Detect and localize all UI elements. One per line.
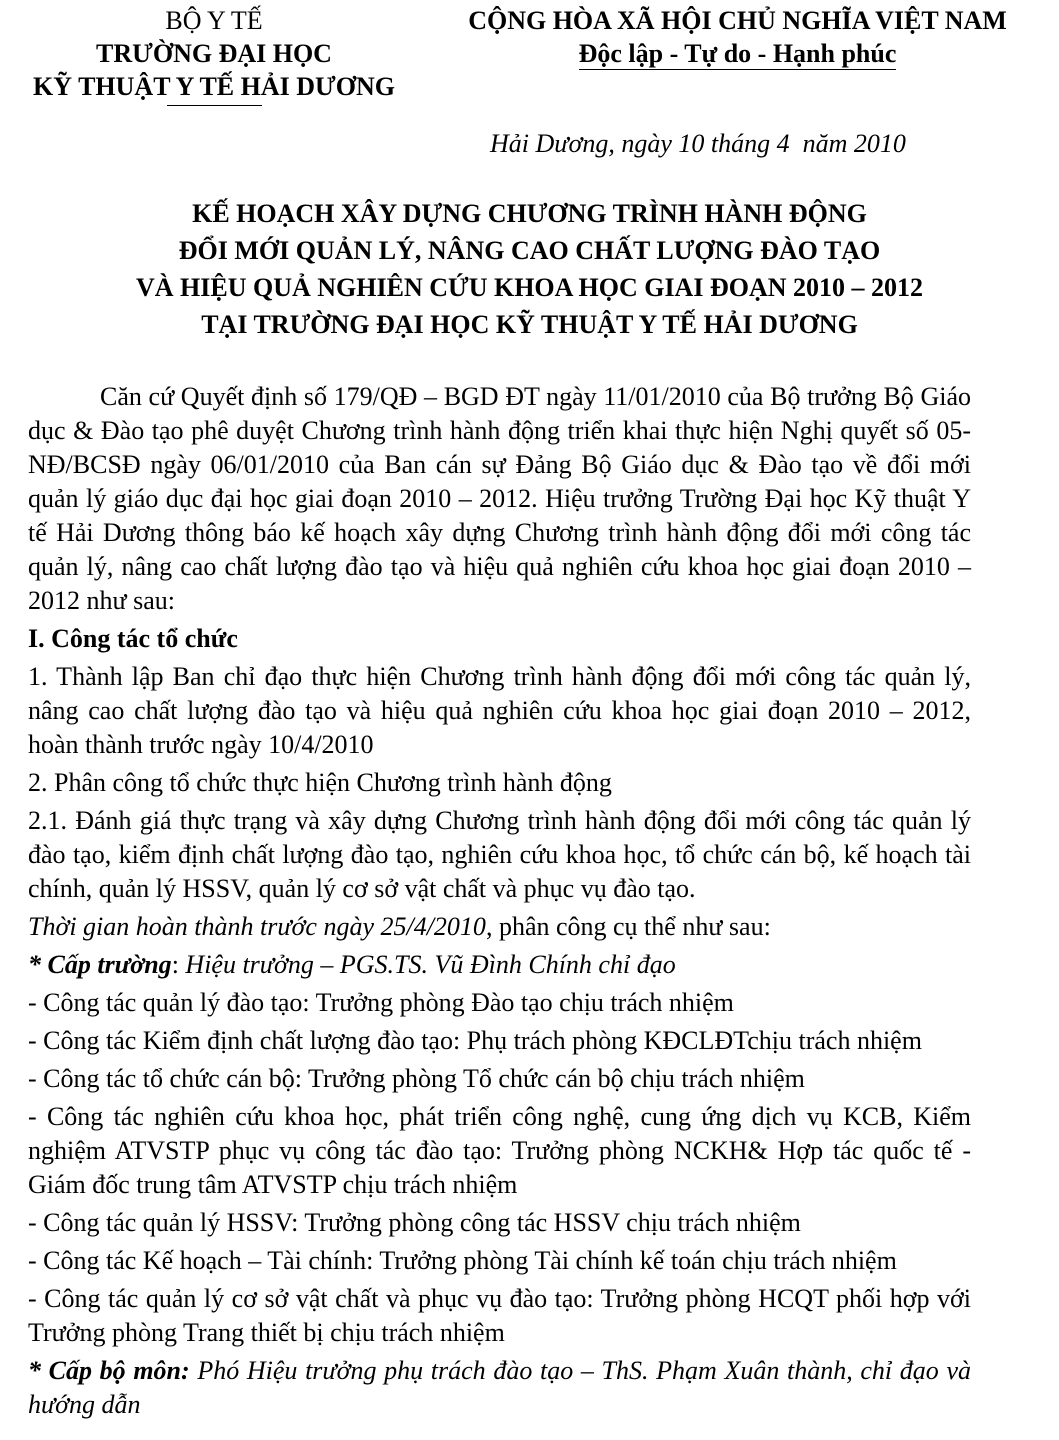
duty-item: - Công tác quản lý cơ sở vật chất và phục vụ đào tạo: Trưởng phòng HCQT phối hợp với Trưởng phòng Trang thiết bị chịu trách nhiệm xyxy=(28,1284,971,1347)
national-motto: Độc lập - Tự do - Hạnh phúc xyxy=(578,39,897,68)
national-title: CỘNG HÒA XÃ HỘI CHỦ NGHĨA VIỆT NAM xyxy=(468,6,1007,35)
duty-item: - Công tác Kiểm định chất lượng đào tạo: Phụ trách phòng KĐCLĐTchịu trách nhiệm xyxy=(28,1026,922,1055)
ministry-name: BỘ Y TẾ xyxy=(165,6,263,35)
document-body xyxy=(28,380,971,1422)
national-header xyxy=(415,4,1059,70)
university-name-line1: TRƯỜNG ĐẠI HỌC xyxy=(96,39,332,68)
deadline-italic: Thời gian hoàn thành trước ngày 25/4/2010 xyxy=(28,912,486,941)
item-1: 1. Thành lập Ban chỉ đạo thực hiện Chương trình hành động đổi mới công tác quản lý, nâng cao chất lượng đào tạo và hiệu quả nghiên cứu khoa học giai đoạn 2010 – 2012, hoàn thành trước ngày 10/4/2010 xyxy=(28,662,971,759)
school-level-line xyxy=(28,948,971,982)
school-level-text: Hiệu trưởng – PGS.TS. Vũ Đình Chính chỉ đạo xyxy=(185,950,676,979)
department-level-text: Phó Hiệu trưởng phụ trách đào tạo – ThS. Phạm Xuân thành, chỉ đạo và hướng dẫn xyxy=(28,1356,972,1419)
deadline-line xyxy=(28,910,971,944)
deadline-rest: , phân công cụ thể như sau: xyxy=(485,912,771,941)
title-line: VÀ HIỆU QUẢ NGHIÊN CỨU KHOA HỌC GIAI ĐOẠN 2010 – 2012 xyxy=(135,273,924,302)
duty-item: - Công tác tổ chức cán bộ: Trưởng phòng Tổ chức cán bộ chịu trách nhiệm xyxy=(28,1064,805,1093)
university-name-line2: KỸ THUẬT Y TẾ HẢI DƯƠNG xyxy=(33,72,395,101)
issuer-header xyxy=(14,4,414,106)
intro-paragraph: Căn cứ Quyết định số 179/QĐ – BGD ĐT ngày 11/01/2010 của Bộ trưởng Bộ Giáo dục & Đào tạo phê duyệt Chương trình hành động triển khai thực hiện Nghị quyết số 05- NĐ/BCSĐ ngày 06/01/2010 của Ban cán sự Đảng Bộ Giáo dục & Đào tạo về đổi mới quản lý giáo dục đại học giai đoạn 2010 – 2012. Hiệu trưởng Trường Đại học Kỹ thuật Y tế Hải Dương thông báo kế hoạch xây dựng Chương trình hành động đổi mới công tác quản lý, nâng cao chất lượng đào tạo và hiệu quả nghiên cứu khoa học giai đoạn 2010 – 2012 như sau: xyxy=(28,382,971,615)
title-line: KẾ HOẠCH XÂY DỰNG CHƯƠNG TRÌNH HÀNH ĐỘNG xyxy=(192,199,867,228)
duty-item: - Công tác nghiên cứu khoa học, phát triển công nghệ, cung ứng dịch vụ KCB, Kiểm nghiệm ATVSTP phục vụ công tác đào tạo: Trưởng phòng NCKH& Hợp tác quốc tế - Giám đốc trung tâm ATVSTP chịu trách nhiệm xyxy=(28,1102,971,1199)
title-line: ĐỔI MỚI QUẢN LÝ, NÂNG CAO CHẤT LƯỢNG ĐÀO TẠO xyxy=(178,236,881,265)
header-divider xyxy=(167,105,262,106)
school-level-colon: : xyxy=(171,950,186,979)
duty-item: - Công tác quản lý đào tạo: Trưởng phòng Đào tạo chịu trách nhiệm xyxy=(28,988,734,1017)
section-heading: I. Công tác tổ chức xyxy=(28,624,238,653)
item-2-1: 2.1. Đánh giá thực trạng và xây dựng Chương trình hành động đổi mới công tác quản lý đào tạo, kiểm định chất lượng đào tạo, nghiên cứu khoa học, tổ chức cán bộ, kế hoạch tài chính, quản lý HSSV, quản lý cơ sở vật chất và phục vụ đào tạo. xyxy=(28,806,971,903)
duty-item: - Công tác quản lý HSSV: Trưởng phòng công tác HSSV chịu trách nhiệm xyxy=(28,1208,801,1237)
department-level-label: * Cấp bộ môn: xyxy=(28,1356,190,1385)
duty-item: - Công tác Kế hoạch – Tài chính: Trưởng phòng Tài chính kế toán chịu trách nhiệm xyxy=(28,1246,897,1275)
school-level-label: * Cấp trường xyxy=(28,950,172,979)
item-2: 2. Phân công tổ chức thực hiện Chương trình hành động xyxy=(28,768,612,797)
department-level-line xyxy=(28,1354,971,1422)
document-date: Hải Dương, ngày 10 tháng 4 năm 2010 xyxy=(490,129,906,158)
document-title xyxy=(0,195,1059,343)
title-line: TẠI TRƯỜNG ĐẠI HỌC KỸ THUẬT Y TẾ HẢI DƯƠNG xyxy=(201,310,858,339)
